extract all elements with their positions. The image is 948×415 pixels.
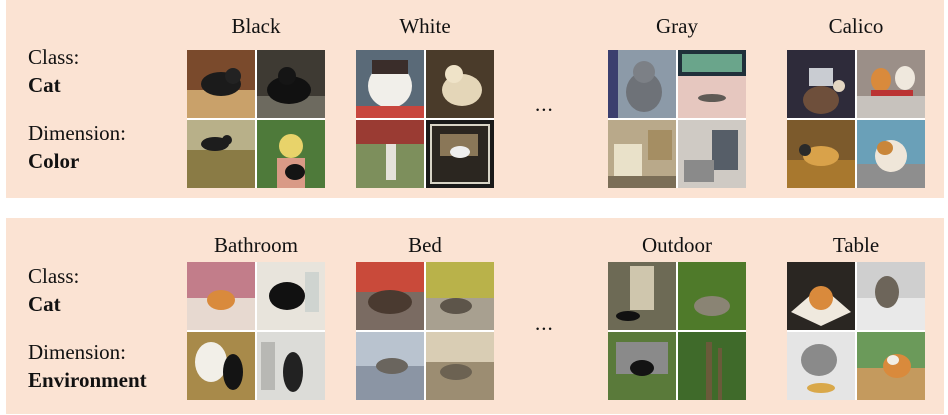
row2-dimension-label: Dimension: — [28, 340, 126, 364]
cat-photo — [787, 120, 855, 188]
column-title-calico: Calico — [828, 14, 884, 38]
cat-photo — [857, 332, 925, 400]
cat-photo — [356, 332, 424, 400]
cat-photo — [426, 262, 494, 330]
cat-photo — [257, 332, 325, 400]
cat-photo — [426, 120, 494, 188]
cat-photo — [187, 332, 255, 400]
image-grid-table — [787, 262, 925, 400]
column-title-outdoor: Outdoor — [642, 233, 712, 257]
cat-photo — [608, 50, 676, 118]
cat-photo — [356, 50, 424, 118]
cat-photo — [187, 262, 255, 330]
cat-photo — [608, 332, 676, 400]
cat-photo — [857, 50, 925, 118]
image-grid-gray — [608, 50, 746, 188]
cat-photo — [678, 120, 746, 188]
cat-photo — [356, 262, 424, 330]
row2-dimension-value: Environment — [28, 368, 147, 392]
cat-photo — [187, 120, 255, 188]
cat-photo — [426, 50, 494, 118]
cat-photo — [787, 262, 855, 330]
cat-photo — [608, 120, 676, 188]
cat-photo — [257, 262, 325, 330]
column-title-black: Black — [231, 14, 281, 38]
row2-ellipsis: ... — [535, 311, 554, 335]
row1-class-label: Class: — [28, 45, 80, 69]
cat-photo — [426, 332, 494, 400]
cat-photo — [857, 120, 925, 188]
column-title-bed: Bed — [408, 233, 442, 257]
row1-class-value: Cat — [28, 73, 61, 97]
cat-photo — [857, 262, 925, 330]
image-grid-calico — [787, 50, 925, 188]
cat-photo — [678, 332, 746, 400]
image-grid-outdoor — [608, 262, 746, 400]
row2-class-value: Cat — [28, 292, 61, 316]
image-grid-bed — [356, 262, 494, 400]
cat-photo — [678, 262, 746, 330]
cat-photo — [187, 50, 255, 118]
cat-photo — [678, 50, 746, 118]
image-grid-white — [356, 50, 494, 188]
cat-photo — [257, 50, 325, 118]
cat-photo — [787, 332, 855, 400]
row1-dimension-value: Color — [28, 149, 80, 173]
cat-photo — [257, 120, 325, 188]
image-grid-bathroom — [187, 262, 325, 400]
cat-photo — [608, 262, 676, 330]
column-title-table: Table — [832, 233, 880, 257]
row1-ellipsis: ... — [535, 92, 554, 116]
cat-photo — [787, 50, 855, 118]
row2-class-label: Class: — [28, 264, 80, 288]
row1-dimension-label: Dimension: — [28, 121, 126, 145]
column-title-bathroom: Bathroom — [214, 233, 298, 257]
column-title-gray: Gray — [656, 14, 698, 38]
cat-photo — [356, 120, 424, 188]
image-grid-black — [187, 50, 325, 188]
column-title-white: White — [399, 14, 451, 38]
